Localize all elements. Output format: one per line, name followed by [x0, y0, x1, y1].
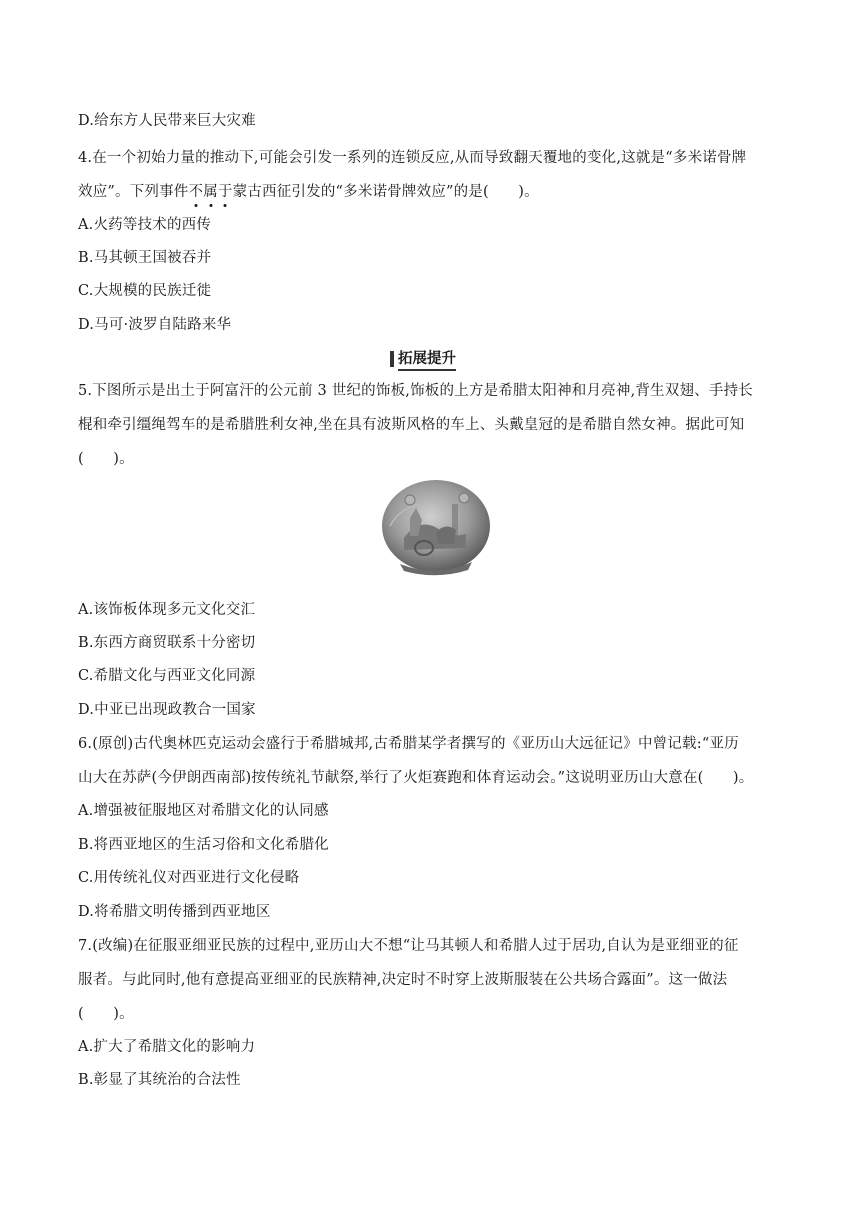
q7-option-a: A.扩大了希腊文化的影响力	[78, 1039, 256, 1055]
q5-stem-line1: 5.下图所示是出土于阿富汗的公元前 3 世纪的饰板,饰板的上方是希腊太阳神和月亮神,背生双翅、手持长	[78, 383, 753, 399]
q4-option-d: D.马可·波罗自陆路来华	[78, 317, 232, 333]
q4-stem-line1: 4.在一个初始力量的推动下,可能会引发一系列的连锁反应,从而导致翻天覆地的变化,这就是“多米诺骨牌	[78, 150, 747, 166]
section-title-text: 拓展提升	[398, 347, 456, 371]
q7-stem-line1: 7.(改编)在征服亚细亚民族的过程中,亚历山大不想“让马其顿人和希腊人过于居功,自认为是亚细亚的征	[78, 938, 739, 954]
q4-stem-post: 蒙古西征引发的“多米诺骨牌效应”的是( )。	[232, 184, 539, 200]
q4-option-c: C.大规模的民族迁徙	[78, 283, 212, 299]
q5-option-c: C.希腊文化与西亚文化同源	[78, 668, 256, 684]
plaque-illustration	[380, 478, 492, 578]
q4-emph-char-1: 不	[188, 184, 204, 200]
q4-option-a: A.火药等技术的西传	[78, 217, 212, 233]
plaque-image	[380, 478, 492, 578]
q4-stem-pre: 效应”。下列事件	[78, 184, 189, 200]
q4-emph-char-2: 属	[203, 184, 218, 200]
q6-stem-line1: 6.(原创)古代奥林匹克运动会盛行于希腊城邦,古希腊某学者撰写的《亚历山大远征记》中曾记载:“亚历	[78, 736, 739, 752]
q7-option-b: B.彰显了其统治的合法性	[78, 1072, 241, 1088]
q5-stem-line3: ( )。	[78, 451, 134, 467]
q4-emphasis	[189, 184, 233, 200]
q4-stem-line2	[78, 182, 539, 202]
q6-option-b: B.将西亚地区的生活习俗和文化希腊化	[78, 837, 329, 853]
q3-option-d: D.给东方人民带来巨大灾难	[78, 113, 256, 129]
q4-emph-char-3: 于	[217, 184, 233, 200]
section-heading	[390, 347, 456, 371]
q5-option-b: B.东西方商贸联系十分密切	[78, 635, 256, 651]
q5-option-d: D.中亚已出现政教合一国家	[78, 702, 256, 718]
q5-option-a: A.该饰板体现多元文化交汇	[78, 602, 256, 618]
section-bar-icon	[390, 351, 394, 367]
q6-option-d: D.将希腊文明传播到西亚地区	[78, 904, 271, 920]
q6-option-a: A.增强被征服地区对希腊文化的认同感	[78, 803, 329, 819]
q5-stem-line2: 棍和牵引缰绳驾车的是希腊胜利女神,坐在具有波斯风格的车上、头戴皇冠的是希腊自然女神。据此可知	[78, 417, 745, 433]
q6-option-c: C.用传统礼仪对西亚进行文化侵略	[78, 870, 300, 886]
q4-option-b: B.马其顿王国被吞并	[78, 250, 212, 266]
q6-stem-line2: 山大在苏萨(今伊朗西南部)按传统礼节献祭,举行了火炬赛跑和体育运动会。”这说明亚历山大意在( )。	[78, 770, 754, 786]
q7-stem-line3: ( )。	[78, 1006, 134, 1022]
q7-stem-line2: 服者。与此同时,他有意提高亚细亚的民族精神,决定时不时穿上波斯服装在公共场合露面”。这一做法	[78, 972, 728, 988]
